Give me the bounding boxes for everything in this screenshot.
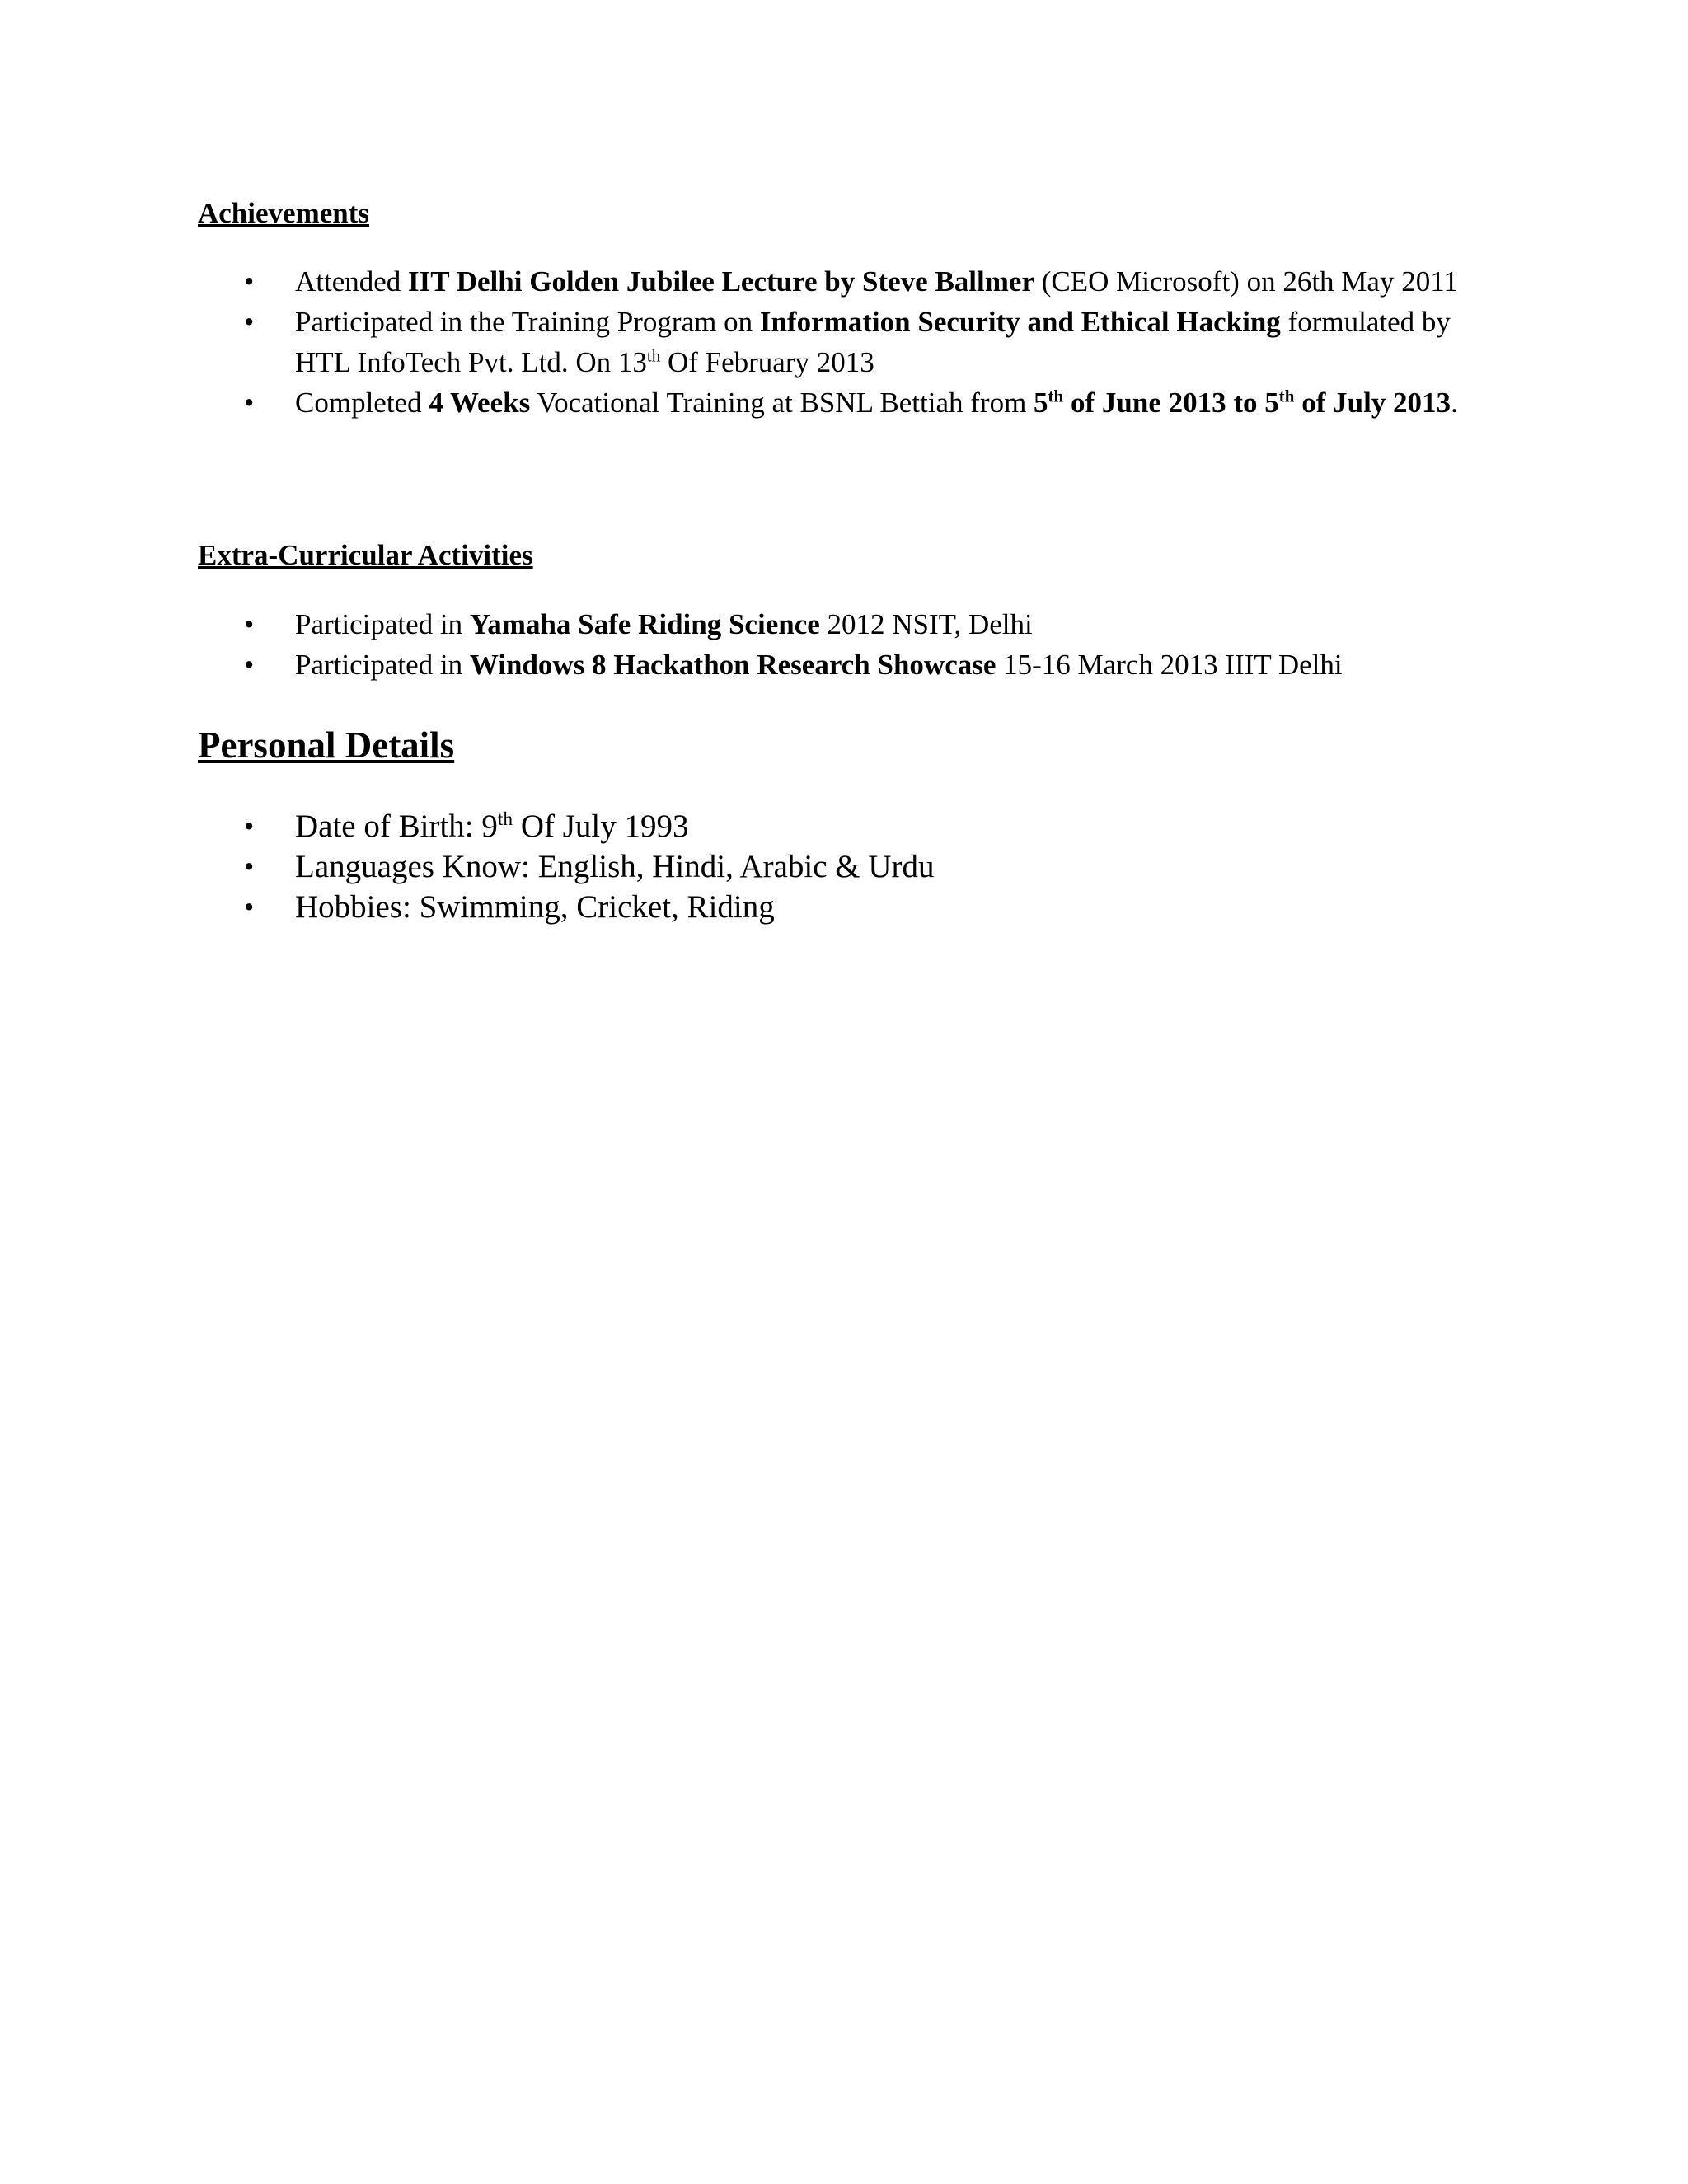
- achievement-item: • Completed 4 Weeks Vocational Training at BSNL Bettiah from 5th of June 2013 to 5th of July 2013.: [198, 382, 1484, 423]
- achievements-list: [198, 261, 1484, 423]
- bullet-icon: •: [244, 649, 255, 681]
- personal-item: • Hobbies: Swimming, Cricket, Riding: [198, 887, 1484, 927]
- personal-item: • Languages Know: English, Hindi, Arabic & Urdu: [198, 846, 1484, 887]
- activity-item: • Participated in Yamaha Safe Riding Science 2012 NSIT, Delhi: [198, 604, 1484, 644]
- bullet-icon: •: [244, 608, 255, 640]
- achievement-item: • Attended IIT Delhi Golden Jubilee Lecture by Steve Ballmer (CEO Microsoft) on 26th May 2011: [198, 261, 1484, 302]
- personal-details-heading: Personal Details: [198, 724, 455, 766]
- achievement-item: • Participated in the Training Program on Information Security and Ethical Hacking formulated by HTL InfoTech Pvt. Ltd. On 13th Of February 2013: [198, 302, 1484, 382]
- bullet-icon: •: [244, 306, 255, 338]
- extracurricular-list: [198, 604, 1484, 685]
- activity-item: • Participated in Windows 8 Hackathon Research Showcase 15-16 March 2013 IIIT Delhi: [198, 644, 1484, 685]
- bullet-icon: •: [244, 891, 255, 923]
- extracurricular-heading: Extra-Curricular Activities: [198, 539, 533, 571]
- bullet-icon: •: [244, 265, 255, 298]
- bullet-icon: •: [244, 387, 255, 419]
- personal-item: • Date of Birth: 9th Of July 1993: [198, 806, 1484, 846]
- personal-details-list: [198, 806, 1484, 927]
- bullet-icon: •: [244, 810, 255, 842]
- bullet-icon: •: [244, 851, 255, 883]
- achievements-heading: Achievements: [198, 197, 370, 229]
